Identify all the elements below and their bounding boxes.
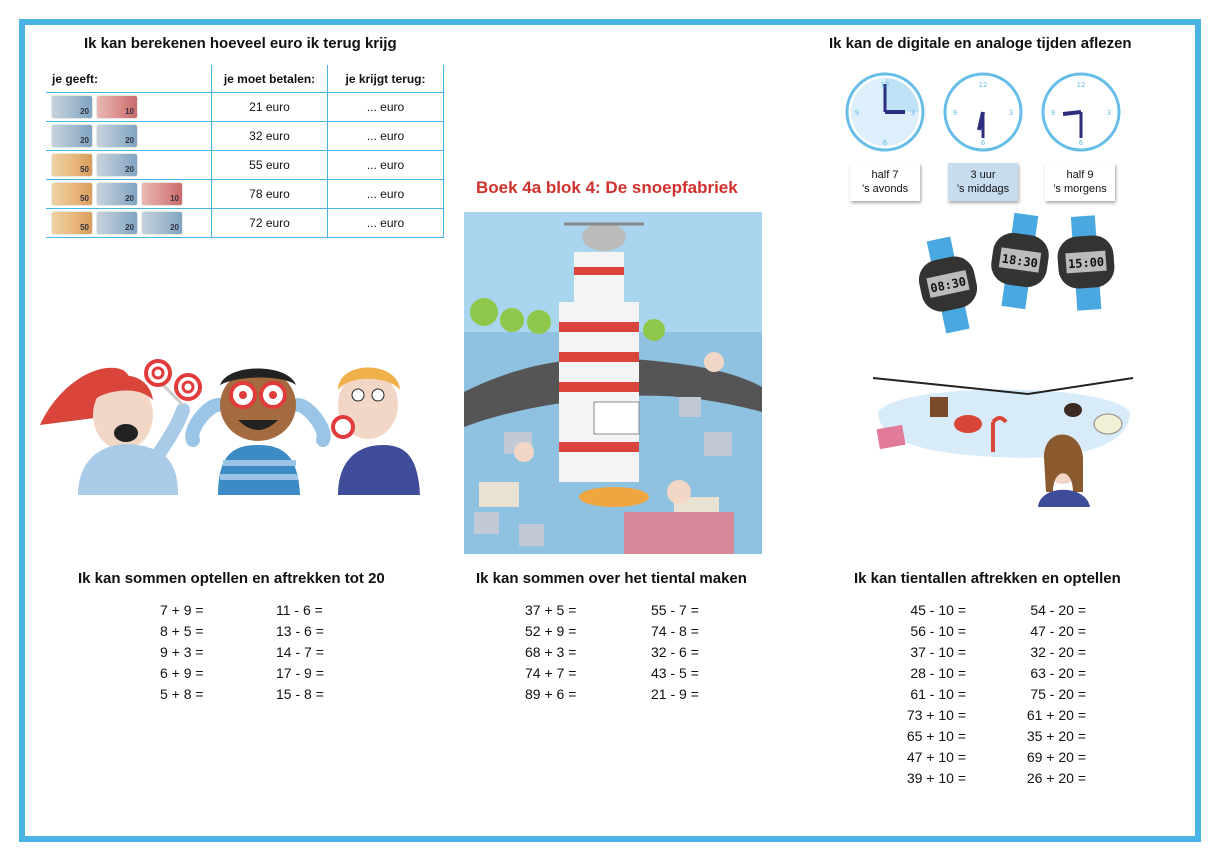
banknote-20-icon: 20 xyxy=(52,96,92,118)
sum-item: 54 - 20 = xyxy=(1030,602,1086,618)
digital-watches xyxy=(918,212,1118,334)
time-card-3: half 9 ’s morgens xyxy=(1045,163,1115,201)
pay-cell: 32 euro xyxy=(212,122,328,151)
money-table xyxy=(46,65,444,238)
sum-item: 89 + 6 = xyxy=(525,686,577,702)
sum-item: 9 + 3 = xyxy=(160,644,204,660)
svg-text:3: 3 xyxy=(1106,109,1112,117)
banknote-10-icon: 10 xyxy=(97,96,137,118)
notes-cell xyxy=(46,122,212,151)
svg-text:6: 6 xyxy=(980,139,986,147)
svg-text:12: 12 xyxy=(1076,81,1086,89)
pay-cell: 78 euro xyxy=(212,180,328,209)
candy-factory-illustration xyxy=(464,212,762,554)
sums2-left-column xyxy=(525,600,576,705)
banknote-20-icon: 20 xyxy=(97,154,137,176)
sum-item: 5 + 8 = xyxy=(160,686,204,702)
sum-item: 68 + 3 = xyxy=(525,644,577,660)
svg-text:18:30: 18:30 xyxy=(1000,251,1039,271)
banknote-20-icon: 20 xyxy=(142,212,182,234)
notes-cell xyxy=(46,209,212,238)
sum-item: 32 - 6 = xyxy=(651,644,699,660)
sum-item: 11 - 6 = xyxy=(276,602,323,618)
table-row xyxy=(46,180,444,209)
banknote-20-icon: 20 xyxy=(97,125,137,147)
sums3-title: Ik kan tientallen aftrekken en optellen xyxy=(854,570,1121,587)
sum-item: 7 + 9 = xyxy=(160,602,204,618)
sum-item: 13 - 6 = xyxy=(276,623,324,639)
svg-text:9: 9 xyxy=(854,109,860,117)
notes-cell xyxy=(46,151,212,180)
sum-item: 21 - 9 = xyxy=(651,686,699,702)
sum-item: 37 + 5 = xyxy=(525,602,577,618)
svg-text:6: 6 xyxy=(882,139,888,147)
sums3-right-column xyxy=(1016,600,1086,789)
banknote-50-icon: 50 xyxy=(52,212,92,234)
back-cell: ... euro xyxy=(328,93,444,122)
svg-text:9: 9 xyxy=(952,109,958,117)
digital-watch-3 xyxy=(1055,214,1117,312)
children-lollipops-illustration xyxy=(38,345,428,500)
svg-text:3: 3 xyxy=(910,109,916,117)
sums1-title: Ik kan sommen optellen en aftrekken tot 20 xyxy=(78,570,385,587)
banknote-20-icon: 20 xyxy=(97,183,137,205)
notes-cell xyxy=(46,180,212,209)
sum-item: 74 + 7 = xyxy=(525,665,577,681)
back-cell: ... euro xyxy=(328,151,444,180)
sums2-right-column xyxy=(651,600,699,705)
sum-item: 15 - 8 = xyxy=(276,686,324,702)
table-row xyxy=(46,151,444,180)
sum-item: 26 + 20 = xyxy=(1026,770,1086,786)
sum-item: 75 - 20 = xyxy=(1030,686,1086,702)
sum-item: 47 - 20 = xyxy=(1030,623,1086,639)
sum-item: 56 - 10 = xyxy=(910,623,966,639)
sum-item: 6 + 9 = xyxy=(160,665,204,681)
svg-text:9: 9 xyxy=(1050,109,1056,117)
sum-item: 61 - 10 = xyxy=(910,686,966,702)
table-row xyxy=(46,209,444,238)
sum-item: 8 + 5 = xyxy=(160,623,204,639)
sum-item: 47 + 10 = xyxy=(906,749,966,765)
clocks-section-title: Ik kan de digitale en analoge tijden aflezen xyxy=(829,35,1132,52)
svg-text:12: 12 xyxy=(880,81,890,89)
sum-item: 17 - 9 = xyxy=(276,665,324,681)
sum-item: 39 + 10 = xyxy=(906,770,966,786)
sums3-left-column xyxy=(896,600,966,789)
svg-text:15:00: 15:00 xyxy=(1067,254,1105,272)
sum-item: 63 - 20 = xyxy=(1030,665,1086,681)
sum-item: 45 - 10 = xyxy=(910,602,966,618)
sum-item: 65 + 10 = xyxy=(906,728,966,744)
sum-item: 52 + 9 = xyxy=(525,623,577,639)
candy-garland-illustration xyxy=(868,372,1140,507)
back-cell: ... euro xyxy=(328,209,444,238)
sum-item: 35 + 20 = xyxy=(1026,728,1086,744)
back-cell: ... euro xyxy=(328,122,444,151)
book-title: Boek 4a blok 4: De snoepfabriek xyxy=(476,178,738,197)
sums2-title: Ik kan sommen over het tiental maken xyxy=(476,570,747,587)
sum-item: 73 + 10 = xyxy=(906,707,966,723)
banknote-50-icon: 50 xyxy=(52,154,92,176)
sum-item: 61 + 20 = xyxy=(1026,707,1086,723)
header-pay: je moet betalen: xyxy=(212,65,328,93)
sum-item: 69 + 20 = xyxy=(1026,749,1086,765)
time-card-1: half 7 ’s avonds xyxy=(850,163,920,201)
analog-clocks xyxy=(845,72,1125,154)
money-table-header xyxy=(46,65,444,93)
sum-item: 55 - 7 = xyxy=(651,602,699,618)
sums1-right-column xyxy=(276,600,324,705)
sum-item: 43 - 5 = xyxy=(651,665,699,681)
money-section-title: Ik kan berekenen hoeveel euro ik terug krijg xyxy=(84,35,397,52)
sum-item: 37 - 10 = xyxy=(910,644,966,660)
sum-item: 74 - 8 = xyxy=(651,623,699,639)
banknote-10-icon: 10 xyxy=(142,183,182,205)
back-cell: ... euro xyxy=(328,180,444,209)
digital-watch-2 xyxy=(986,212,1055,311)
svg-text:6: 6 xyxy=(1078,139,1084,147)
banknote-20-icon: 20 xyxy=(52,125,92,147)
header-give: je geeft: xyxy=(46,65,212,93)
pay-cell: 72 euro xyxy=(212,209,328,238)
svg-text:12: 12 xyxy=(978,81,988,89)
table-row xyxy=(46,122,444,151)
sum-item: 32 - 20 = xyxy=(1030,644,1086,660)
header-back: je krijgt terug: xyxy=(328,65,444,93)
banknote-50-icon: 50 xyxy=(52,183,92,205)
banknote-20-icon: 20 xyxy=(97,212,137,234)
digital-watch-1 xyxy=(918,233,985,334)
svg-text:3: 3 xyxy=(1008,109,1014,117)
sums1-left-column xyxy=(160,600,204,705)
sum-item: 28 - 10 = xyxy=(910,665,966,681)
pay-cell: 21 euro xyxy=(212,93,328,122)
notes-cell xyxy=(46,93,212,122)
pay-cell: 55 euro xyxy=(212,151,328,180)
svg-text:08:30: 08:30 xyxy=(929,274,968,296)
table-row xyxy=(46,93,444,122)
time-card-2: 3 uur ’s middags xyxy=(948,163,1018,201)
sum-item: 14 - 7 = xyxy=(276,644,324,660)
